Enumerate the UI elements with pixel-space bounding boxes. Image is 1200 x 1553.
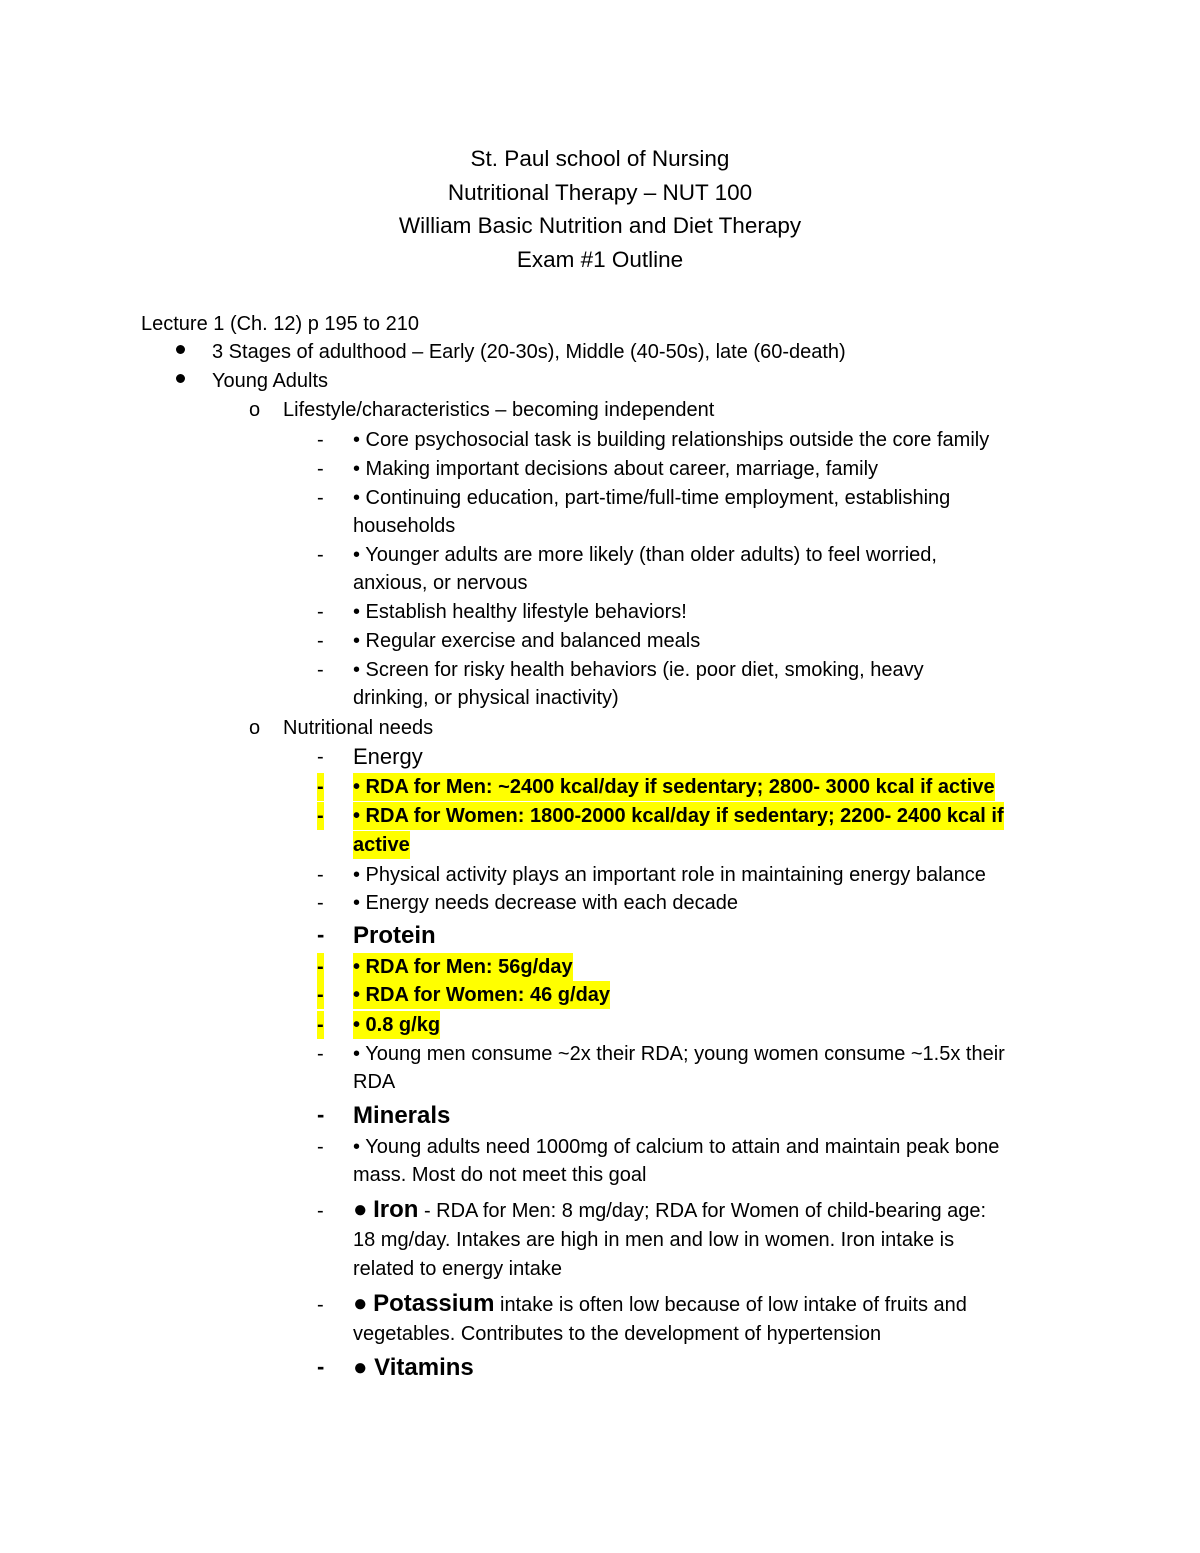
circle-bullet-icon: o [249, 717, 261, 739]
iron-item [353, 1194, 986, 1227]
dash-marker: - [317, 659, 324, 681]
iron-label: Iron [373, 1196, 419, 1223]
dash-marker: - [317, 953, 324, 981]
iron-item-continued: related to energy intake [353, 1258, 563, 1280]
bullet-icon [176, 374, 185, 383]
lifestyle-item: • Regular exercise and balanced meals [353, 630, 701, 652]
dash-marker: - [317, 458, 324, 480]
potassium-label: Potassium [373, 1290, 495, 1317]
calcium-item: • Young adults need 1000mg of calcium to attain and maintain peak bone [353, 1136, 1000, 1158]
dash-marker: - [317, 1294, 324, 1316]
lifestyle-item: • Making important decisions about career, marriage, family [353, 458, 879, 480]
iron-item-continued: 18 mg/day. Intakes are high in men and low in women. Iron intake is [353, 1229, 955, 1251]
calcium-item-continued: mass. Most do not meet this goal [353, 1164, 647, 1186]
energy-decade-item: • Energy needs decrease with each decade [353, 892, 739, 914]
vitamins-label: Vitamins [374, 1354, 474, 1381]
course-title: Nutritional Therapy – NUT 100 [447, 180, 753, 205]
textbook-title: William Basic Nutrition and Diet Therapy [398, 213, 802, 238]
stages-item: 3 Stages of adulthood – Early (20-30s), Middle (40-50s), late (60-death) [212, 341, 846, 363]
iron-text: - RDA for Men: 8 mg/day; RDA for Women of child-bearing age: [418, 1200, 987, 1222]
potassium-text: intake is often low because of low intake of fruits and [494, 1294, 967, 1316]
exam-title: Exam #1 Outline [516, 247, 684, 272]
dash-marker: - [317, 601, 324, 623]
protein-per-kg: • 0.8 g/kg [353, 1011, 440, 1039]
school-name: St. Paul school of Nursing [470, 146, 730, 171]
dash-marker: - [317, 487, 324, 509]
dash-marker: - [317, 1043, 324, 1065]
dash-marker: - [317, 630, 324, 652]
energy-rda-women: • RDA for Women: 1800-2000 kcal/day if sedentary; 2200- 2400 kcal if [353, 802, 1004, 830]
lifestyle-item: • Younger adults are more likely (than older adults) to feel worried, [353, 544, 937, 566]
dash-marker: - [317, 1136, 324, 1158]
dash-marker: - [317, 544, 324, 566]
dash-marker: - [317, 1102, 325, 1127]
protein-consumption-continued: RDA [353, 1071, 396, 1093]
bullet-icon [176, 345, 185, 354]
dash-marker: - [317, 802, 324, 830]
dash-marker: - [317, 864, 324, 886]
dash-marker: - [317, 746, 324, 768]
protein-rda-women: • RDA for Women: 46 g/day [353, 981, 610, 1009]
circle-bullet-icon: o [249, 399, 261, 421]
dash-marker: - [317, 429, 324, 451]
lifestyle-item: • Core psychosocial task is building relationships outside the core family [353, 429, 990, 451]
dash-marker: - [317, 1200, 324, 1222]
vitamins-heading [353, 1352, 474, 1384]
dash-marker: - [317, 1011, 324, 1039]
lifestyle-item: • Establish healthy lifestyle behaviors! [353, 601, 687, 623]
dash-marker: - [317, 922, 325, 947]
young-adults-item: Young Adults [212, 370, 329, 392]
protein-rda-men: • RDA for Men: 56g/day [353, 953, 573, 981]
bigbullet-glyph: ● [353, 1196, 368, 1223]
lifestyle-item-continued: households [353, 515, 456, 537]
dash-marker: - [317, 773, 324, 801]
nutritional-needs-heading: Nutritional needs [283, 717, 434, 739]
potassium-item-continued: vegetables. Contributes to the development of hypertension [353, 1323, 882, 1345]
bigbullet-glyph: ● [353, 1354, 368, 1381]
lifestyle-item: • Screen for risky health behaviors (ie. poor diet, smoking, heavy [353, 659, 924, 681]
protein-heading: Protein [353, 922, 436, 949]
lifestyle-item: • Continuing education, part-time/full-time employment, establishing [353, 487, 951, 509]
energy-rda-men: • RDA for Men: ~2400 kcal/day if sedentary; 2800- 3000 kcal if active [353, 773, 995, 801]
lifestyle-item-continued: anxious, or nervous [353, 572, 528, 594]
bigbullet-glyph: ● [353, 1290, 368, 1317]
minerals-heading: Minerals [353, 1102, 451, 1129]
protein-consumption-item: • Young men consume ~2x their RDA; young women consume ~1.5x their [353, 1043, 1005, 1065]
lifestyle-item-continued: drinking, or physical inactivity) [353, 687, 619, 709]
energy-heading: Energy [353, 744, 423, 769]
energy-activity-item: • Physical activity plays an important role in maintaining energy balance [353, 864, 986, 886]
dash-marker: - [317, 892, 324, 914]
lifestyle-heading: Lifestyle/characteristics – becoming independent [283, 399, 715, 421]
lecture-heading: Lecture 1 (Ch. 12) p 195 to 210 [141, 313, 419, 335]
potassium-item [353, 1288, 967, 1321]
energy-rda-women-continued: active [353, 831, 410, 859]
dash-marker: - [317, 981, 324, 1009]
dash-marker: - [317, 1354, 325, 1379]
